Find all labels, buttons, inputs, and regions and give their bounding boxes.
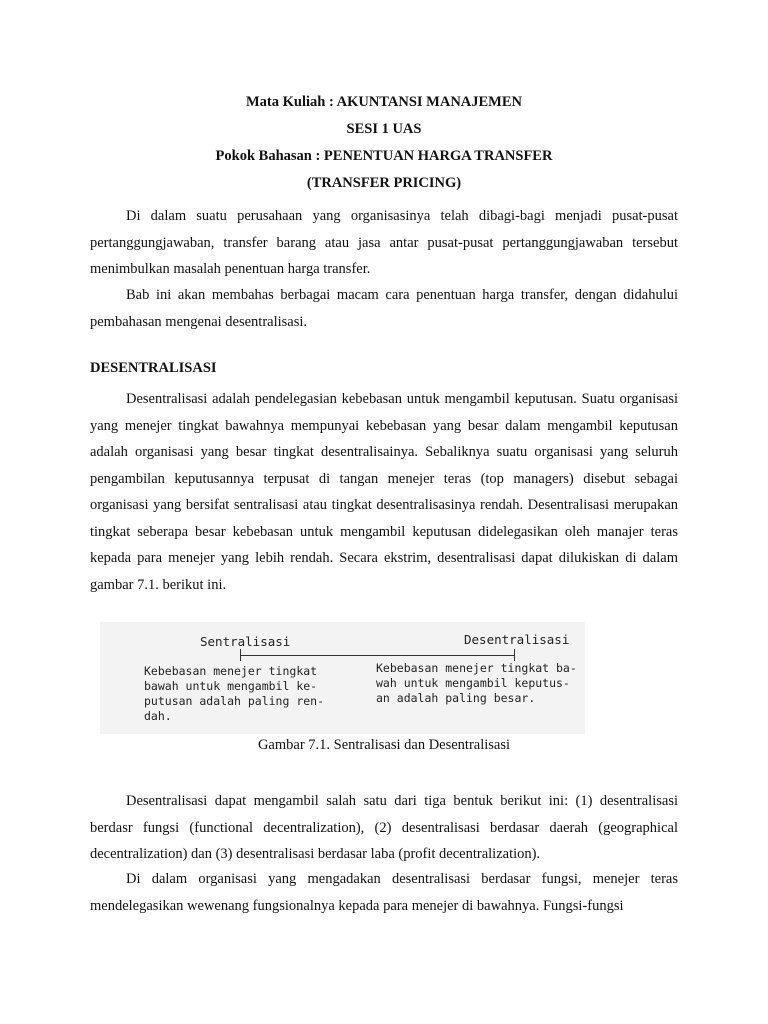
intro-paragraph-1: Di dalam suatu perusahaan yang organisasinya telah dibagi-bagi menjadi pusat-pusat pertanggungjawaban, transfer barang atau jasa antar pusat-pusat pertanggungjawaban tersebut menimbulkan masalah penentuan harga transfer. <box>90 208 678 277</box>
figure-right-description: Kebebasan menejer tingkat ba- wah untuk mengambil keputus- an adalah paling besar. <box>376 661 577 705</box>
figure-left-tick <box>240 649 241 661</box>
figure-7-1 <box>100 622 585 734</box>
section-heading: DESENTRALISASI <box>90 360 217 376</box>
figure-caption: Gambar 7.1. Sentralisasi dan Desentralisasi <box>257 737 511 753</box>
figure-scale-line <box>240 655 514 656</box>
body-paragraph-2: Di dalam organisasi yang mengadakan desentralisasi berdasar fungsi, menejer teras mendelegasikan wewenang fungsionalnya kepada para menejer di bawahnya. Fungsi-fungsi <box>90 871 678 914</box>
section-paragraph-1: Desentralisasi adalah pendelegasian kebebasan untuk mengambil keputusan. Suatu organisasi yang menejer tingkat bawahnya mempunyai kebebasan yang besar dalam mengambil keputusan adalah organisasi yang besar tingkat desentralisainya. Sebaliknya suatu organisasi yang seluruh pengambilan keputusannya terpusat di tangan menejer teras (top managers) disebut sebagai organisasi yang bersifat sentralisasi atau tingkat desentralisasinya rendah. Desentralisasi merupakan tingkat seberapa besar kebebasan untuk mengambil keputusan didelegasikan oleh manajer teras kepada para menejer yang lebih rendah. Secara ekstrim, desentralisasi dapat dilukiskan di dalam gambar 7.1. berikut ini. <box>90 391 678 593</box>
figure-right-title: Desentralisasi <box>464 632 570 647</box>
intro-paragraph-2: Bab ini akan membahas berbagai macam cara penentuan harga transfer, dengan didahului pembahasan mengenai desentralisasi. <box>90 287 678 330</box>
figure-right-tick <box>514 649 515 661</box>
figure-left-description: Kebebasan menejer tingkat bawah untuk mengambil ke- putusan adalah paling ren- dah. <box>144 664 325 723</box>
subtopic-title: (TRANSFER PRICING) <box>306 175 462 191</box>
session-title: SESI 1 UAS <box>346 121 422 137</box>
body-paragraph-1: Desentralisasi dapat mengambil salah satu dari tiga bentuk berikut ini: (1) desentralisasi berdasr fungsi (functional decentralization), (2) desentralisasi berdasar daerah (geographical decentralization) dan (3) desentralisasi berdasar laba (profit decentralization). <box>90 793 678 862</box>
course-title: Mata Kuliah : AKUNTANSI MANAJEMEN <box>245 94 523 110</box>
figure-left-title: Sentralisasi <box>200 634 291 649</box>
topic-title: Pokok Bahasan : PENENTUAN HARGA TRANSFER <box>215 148 553 164</box>
